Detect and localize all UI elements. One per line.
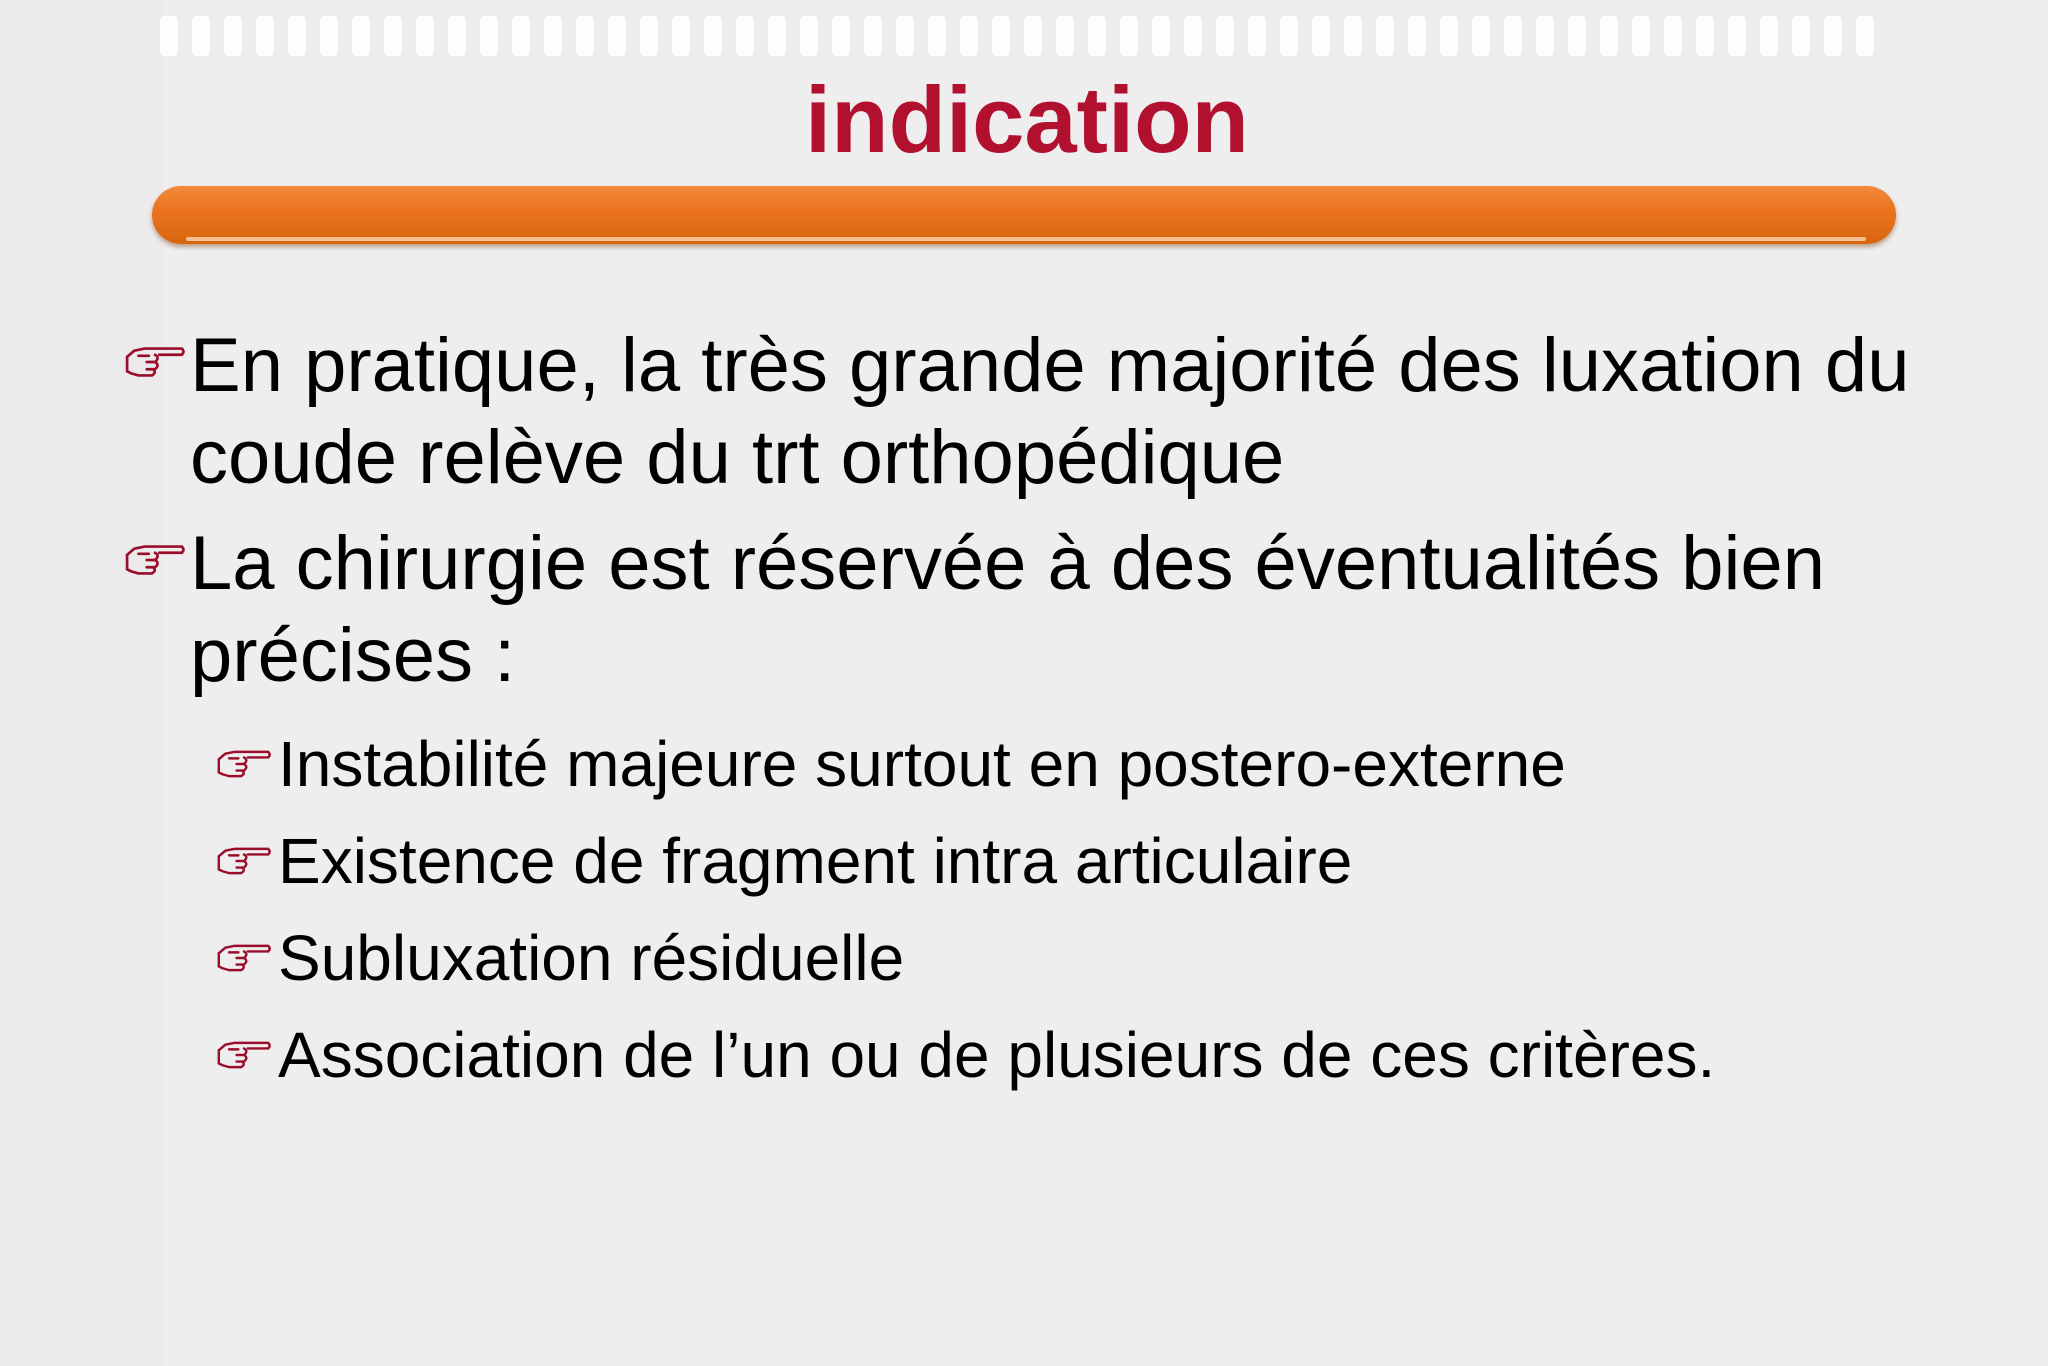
slide-title: indication <box>805 67 1249 172</box>
strip-dash <box>224 16 242 56</box>
strip-dash <box>896 16 914 56</box>
strip-dash <box>768 16 786 56</box>
strip-dash <box>800 16 818 56</box>
sub-bullet-item <box>120 813 1920 910</box>
strip-dash <box>1792 16 1810 56</box>
strip-dash <box>1824 16 1842 56</box>
strip-dash <box>1184 16 1202 56</box>
strip-dash <box>672 16 690 56</box>
strip-dash <box>1760 16 1778 56</box>
strip-dash <box>1376 16 1394 56</box>
strip-dash <box>1440 16 1458 56</box>
strip-dash <box>1536 16 1554 56</box>
bullet-item <box>120 518 1920 702</box>
slide-body <box>120 320 1920 1104</box>
strip-dash <box>480 16 498 56</box>
strip-dash <box>192 16 210 56</box>
sub-bullet-item <box>120 716 1920 813</box>
strip-dash <box>1280 16 1298 56</box>
strip-dash <box>640 16 658 56</box>
strip-dash <box>1312 16 1330 56</box>
pointing-hand-icon <box>216 843 272 879</box>
strip-dash <box>1152 16 1170 56</box>
strip-dash <box>1120 16 1138 56</box>
pointing-hand-icon <box>216 746 272 782</box>
strip-dash <box>160 16 178 56</box>
strip-dash <box>416 16 434 56</box>
strip-dash <box>992 16 1010 56</box>
strip-dash <box>736 16 754 56</box>
strip-dash <box>288 16 306 56</box>
strip-dash <box>928 16 946 56</box>
strip-dash <box>864 16 882 56</box>
strip-dash <box>1248 16 1266 56</box>
strip-dash <box>1344 16 1362 56</box>
strip-dash <box>1664 16 1682 56</box>
strip-dash <box>608 16 626 56</box>
strip-dash <box>576 16 594 56</box>
strip-dash <box>1632 16 1650 56</box>
sub-bullet-text: Subluxation résiduelle <box>278 922 905 994</box>
sub-bullet-text: Existence de fragment intra articulaire <box>278 825 1353 897</box>
strip-dash <box>320 16 338 56</box>
sub-bullet-item <box>120 1007 1920 1104</box>
sub-bullet-text: Instabilité majeure surtout en postero-externe <box>278 728 1566 800</box>
strip-dash <box>832 16 850 56</box>
strip-dash <box>1728 16 1746 56</box>
strip-dash <box>1472 16 1490 56</box>
strip-dash <box>1568 16 1586 56</box>
strip-dash <box>1408 16 1426 56</box>
strip-dash <box>544 16 562 56</box>
strip-dash <box>512 16 530 56</box>
title-underline-highlight <box>186 237 1866 241</box>
bullet-text: En pratique, la très grande majorité des luxation du coude relève du trt orthopédique <box>190 323 1910 500</box>
strip-dash <box>1696 16 1714 56</box>
sub-bullet-text: Association de l’un ou de plusieurs de ces critères. <box>278 1019 1716 1091</box>
title-underline-bar <box>152 186 1896 244</box>
bullet-item <box>120 320 1920 504</box>
strip-dash <box>256 16 274 56</box>
sub-bullet-item <box>120 910 1920 1007</box>
decorative-dash-strip <box>160 16 1894 56</box>
pointing-hand-icon <box>216 940 272 976</box>
pointing-hand-icon <box>216 1037 272 1073</box>
bullet-text: La chirurgie est réservée à des éventualités bien précises : <box>190 521 1825 698</box>
pointing-hand-icon <box>124 342 186 382</box>
strip-dash <box>1856 16 1874 56</box>
strip-dash <box>960 16 978 56</box>
pointing-hand-icon <box>124 540 186 580</box>
strip-dash <box>1600 16 1618 56</box>
strip-dash <box>384 16 402 56</box>
strip-dash <box>1056 16 1074 56</box>
strip-dash <box>704 16 722 56</box>
strip-dash <box>1088 16 1106 56</box>
strip-dash <box>448 16 466 56</box>
strip-dash <box>1216 16 1234 56</box>
strip-dash <box>352 16 370 56</box>
strip-dash <box>1024 16 1042 56</box>
strip-dash <box>1504 16 1522 56</box>
